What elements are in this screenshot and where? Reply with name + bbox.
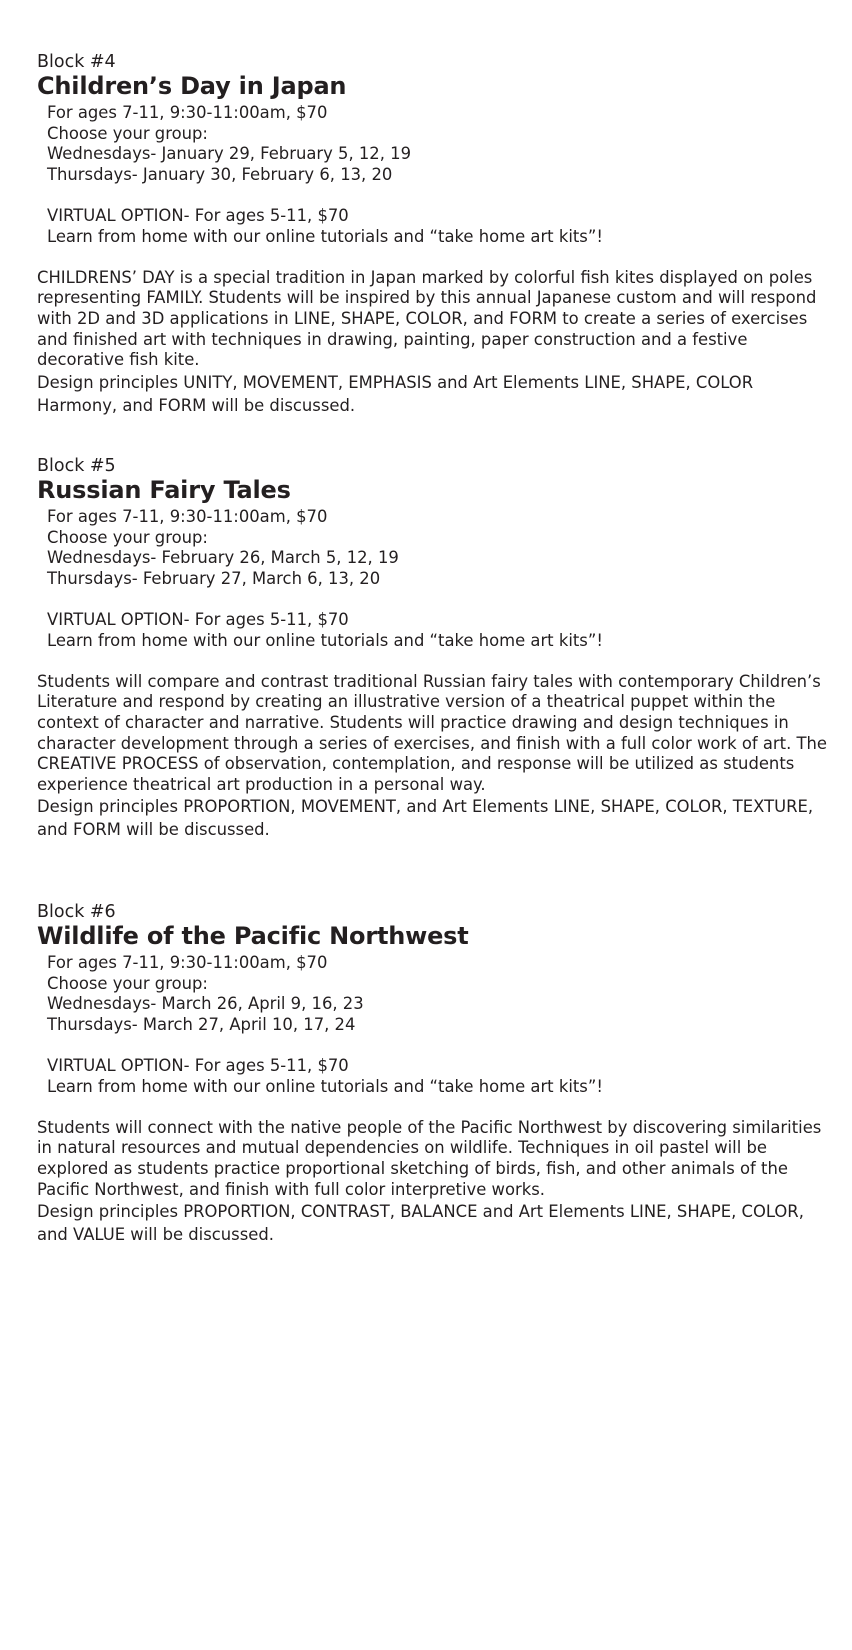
virtual-note: Learn from home with our online tutorials and “take home art kits”!: [47, 1076, 603, 1096]
block-title: Children’s Day in Japan: [37, 72, 347, 100]
class-block-5: [37, 456, 827, 841]
block-description: [37, 1118, 827, 1246]
virtual-note: Learn from home with our online tutorials and “take home art kits”!: [47, 630, 603, 650]
thursday-dates: Thursdays- March 27, April 10, 17, 24: [47, 1014, 356, 1034]
block-title: Russian Fairy Tales: [37, 476, 291, 504]
block-number: Block #4: [37, 52, 116, 72]
schedule-info: [37, 103, 827, 247]
spacer: [47, 1035, 827, 1056]
spacer: [47, 185, 827, 206]
virtual-option: VIRTUAL OPTION- For ages 5-11, $70: [47, 609, 349, 629]
block-description: [37, 672, 827, 842]
thursday-dates: Thursdays- February 27, March 6, 13, 20: [47, 568, 381, 588]
ages-price: For ages 7-11, 9:30-11:00am, $70: [47, 507, 328, 526]
virtual-note: Learn from home with our online tutorials and “take home art kits”!: [47, 226, 603, 246]
schedule-info: [37, 953, 827, 1097]
choose-group-label: Choose your group:: [47, 123, 208, 143]
spacer: [37, 247, 827, 268]
ages-price: For ages 7-11, 9:30-11:00am, $70: [47, 103, 328, 122]
virtual-option: VIRTUAL OPTION- For ages 5-11, $70: [47, 205, 349, 225]
wednesday-dates: Wednesdays- February 26, March 5, 12, 19: [47, 548, 399, 568]
spacer: [47, 589, 827, 610]
thursday-dates: Thursdays- January 30, February 6, 13, 20: [47, 164, 393, 184]
choose-group-label: Choose your group:: [47, 527, 208, 547]
description-text: Students will compare and contrast traditional Russian fairy tales with contemporary Children’s Literature and respond by creating an illustrative version of a theatrical puppet within the context of character and narrative. Students will practice drawing and design techniques in character development through a series of exercises, and finish with a full color work of art. The CREATIVE PROCESS of observation, contemplation, and response will be utilized as students experience theatrical art production in a personal way.: [37, 671, 827, 794]
spacer: [37, 651, 827, 672]
virtual-option: VIRTUAL OPTION- For ages 5-11, $70: [47, 1055, 349, 1075]
design-principles: Design principles UNITY, MOVEMENT, EMPHASIS and Art Elements LINE, SHAPE, COLOR Harmony, and FORM will be discussed.: [37, 372, 754, 415]
block-number: Block #6: [37, 902, 116, 922]
description-text: Students will connect with the native people of the Pacific Northwest by discovering similarities in natural resources and mutual dependencies on wildlife. Techniques in oil pastel will be explored as students practice proportional sketching of birds, fish, and other animals of the Pacific Northwest, and finish with full color interpretive works.: [37, 1117, 822, 1199]
spacer: [37, 1097, 827, 1118]
design-principles: Design principles PROPORTION, CONTRAST, BALANCE and Art Elements LINE, SHAPE, COLOR, and VALUE will be discussed.: [37, 1202, 804, 1245]
class-block-6: [37, 902, 827, 1246]
block-title: Wildlife of the Pacific Northwest: [37, 922, 469, 950]
design-principles: Design principles PROPORTION, MOVEMENT, and Art Elements LINE, SHAPE, COLOR, TEXTURE, and FORM will be discussed.: [37, 797, 814, 840]
block-number: Block #5: [37, 456, 116, 476]
wednesday-dates: Wednesdays- January 29, February 5, 12, 19: [47, 144, 412, 164]
class-block-4: [37, 52, 827, 417]
description-text: CHILDRENS’ DAY is a special tradition in Japan marked by colorful fish kites displayed on poles representing FAMILY. Students will be inspired by this annual Japanese custom and will respond with 2D and 3D applications in LINE, SHAPE, COLOR, and FORM to create a series of exercises and finished art with techniques in drawing, painting, paper construction and a festive decorative fish kite.: [37, 267, 817, 370]
wednesday-dates: Wednesdays- March 26, April 9, 16, 23: [47, 994, 364, 1014]
ages-price: For ages 7-11, 9:30-11:00am, $70: [47, 953, 328, 972]
block-description: [37, 268, 827, 417]
schedule-info: [37, 507, 827, 651]
choose-group-label: Choose your group:: [47, 973, 208, 993]
